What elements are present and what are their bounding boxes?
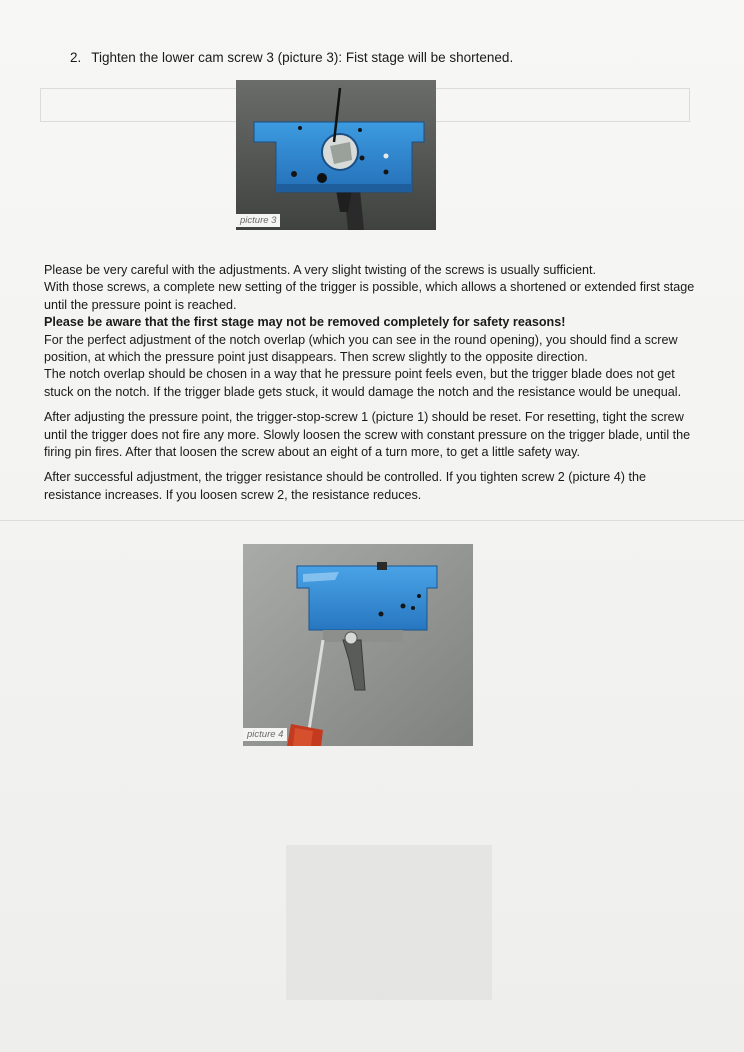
paragraph-6: After adjusting the pressure point, the trigger-stop-screw 1 (picture 1) should be reset. For resetting, tight the screw until the trigger does not fire any more. Slowly loosen the screw with constant pressure on the trigger blade, until the firing pin fires. After that loosen the screw about an eight of a turn more, to get a little safety way. xyxy=(44,410,691,460)
picture-4-caption: picture 4 xyxy=(243,728,287,741)
safety-warning: Please be aware that the first stage may not be removed completely for safety reasons! xyxy=(44,315,566,330)
picture-4-photo xyxy=(243,544,473,746)
paragraph-1: Please be very careful with the adjustments. A very slight twisting of the screws is usually sufficient. xyxy=(44,263,597,277)
picture-3-caption: picture 3 xyxy=(236,214,280,227)
picture-3-photo xyxy=(236,80,436,230)
instruction-body xyxy=(44,262,704,504)
step-number: 2. xyxy=(70,50,82,65)
ghost-photo xyxy=(286,845,492,1000)
paragraph-4: For the perfect adjustment of the notch overlap (which you can see in the round opening), you should find a screw position, at which the pressure point just disappears. Then screw slightly to the opposite direction. xyxy=(44,332,678,365)
trigger-photo-3-graphic xyxy=(236,80,436,230)
paragraph-2: With those screws, a complete new setting of the trigger is possible, which allows a shortened or extended first stage until the pressure point is reached. xyxy=(44,280,695,312)
step-text: Tighten the lower cam screw 3 (picture 3): Fist stage will be shortened. xyxy=(91,50,514,65)
paragraph-7: After successful adjustment, the trigger resistance should be controlled. If you tighten screw 2 (picture 4) the resistance increases. If you loosen screw 2, the resistance reduces. xyxy=(44,470,647,502)
trigger-photo-4-graphic xyxy=(243,544,473,746)
paragraph-3 xyxy=(44,314,704,331)
step-heading xyxy=(70,50,513,65)
paragraph-5: The notch overlap should be chosen in a way that he pressure point feels even, but the trigger blade does not get stuck on the notch. If the trigger blade gets stuck, it would damage the notch and the resistance would be unequal. xyxy=(44,367,682,399)
page-fold xyxy=(0,520,744,521)
